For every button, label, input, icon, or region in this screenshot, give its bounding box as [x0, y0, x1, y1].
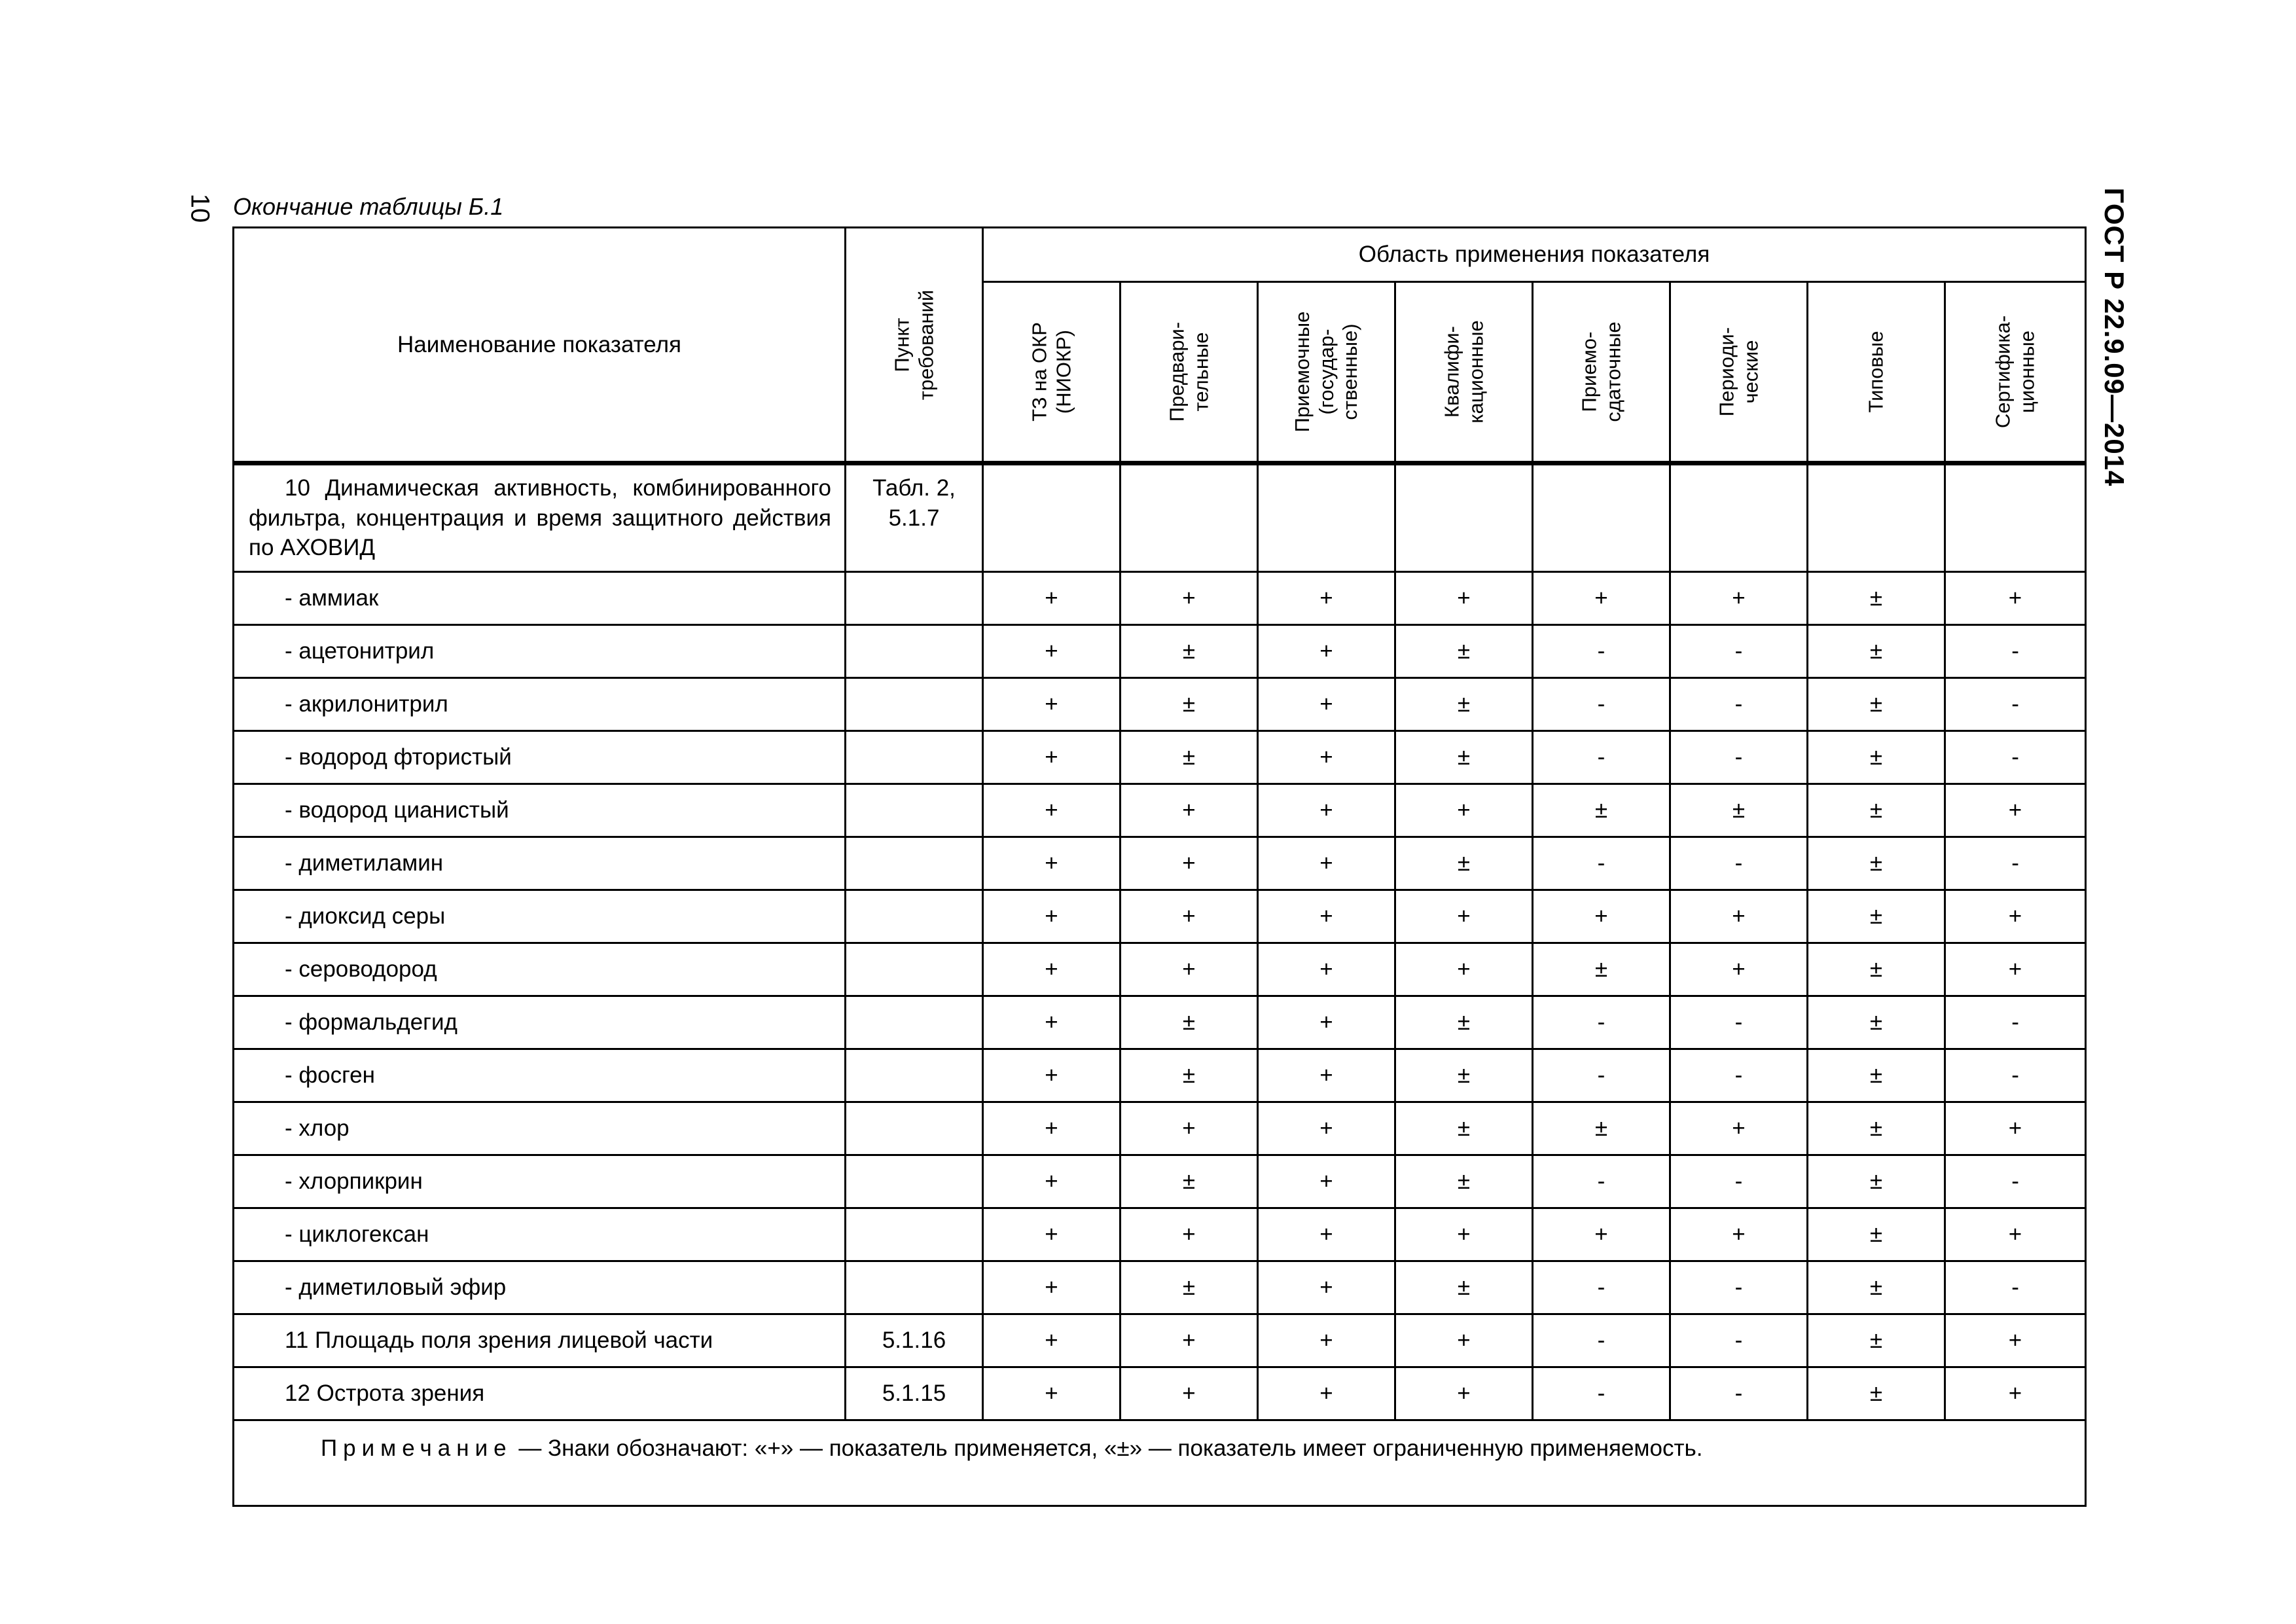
row-mark: +	[1670, 1102, 1808, 1155]
note-cell	[234, 1420, 2086, 1506]
row-name: - ацетонитрил	[234, 624, 846, 677]
empty-cell	[1395, 463, 1533, 572]
row-mark: +	[983, 784, 1121, 837]
header-ref-cell	[846, 228, 983, 463]
row-mark: +	[1121, 571, 1258, 624]
table-row	[234, 1155, 2086, 1208]
row-mark: +	[1121, 1314, 1258, 1367]
row-mark: -	[1670, 624, 1808, 677]
header-column-label: Предвари- тельные	[1164, 321, 1212, 422]
row-ref	[846, 677, 983, 731]
note-text: — Знаки обозначают: «+» — показатель применяется, «±» — показатель имеет ограниченную применяемость.	[512, 1435, 1703, 1461]
row-ref	[846, 837, 983, 890]
table-row	[234, 1261, 2086, 1314]
row-mark: ±	[1808, 1208, 1945, 1261]
row-mark: ±	[1121, 731, 1258, 784]
row-mark: ±	[1121, 1155, 1258, 1208]
row-mark: +	[1258, 1155, 1395, 1208]
section-name: Динамическая активность, комбинированного фильтра, концентрация и время защитного действия по АХОВИД	[249, 475, 831, 560]
row-mark: +	[983, 571, 1121, 624]
row-mark: +	[983, 1155, 1121, 1208]
row-name: - акрилонитрил	[234, 677, 846, 731]
row-mark: +	[1395, 571, 1533, 624]
row-name: - аммиак	[234, 571, 846, 624]
header-row-group	[234, 228, 2086, 282]
row-name: - фосген	[234, 1049, 846, 1102]
row-mark: +	[1258, 996, 1395, 1049]
row-mark: -	[1533, 624, 1670, 677]
row-mark: ±	[1808, 1155, 1945, 1208]
row-ref	[846, 571, 983, 624]
row-mark: +	[1945, 784, 2086, 837]
row-name: - хлорпикрин	[234, 1155, 846, 1208]
header-column-label: Квалифи- кационные	[1439, 320, 1487, 424]
header-column-label: Приемочные (государ- ственные)	[1290, 311, 1361, 433]
row-mark: ±	[1670, 784, 1808, 837]
row-mark: ±	[1808, 1314, 1945, 1367]
header-column-cell	[1533, 282, 1670, 463]
row-mark: +	[983, 890, 1121, 943]
row-ref	[846, 731, 983, 784]
row-mark: +	[1258, 837, 1395, 890]
row-mark: +	[1258, 571, 1395, 624]
table-row	[234, 731, 2086, 784]
row-mark: +	[983, 1261, 1121, 1314]
row-mark: -	[1945, 1261, 2086, 1314]
row-mark: +	[1258, 1367, 1395, 1420]
table-row	[234, 837, 2086, 890]
table-row	[234, 571, 2086, 624]
row-mark: +	[983, 943, 1121, 996]
row-mark: -	[1670, 1049, 1808, 1102]
row-mark: ±	[1533, 784, 1670, 837]
row-mark: +	[1395, 1367, 1533, 1420]
header-column-cell	[1808, 282, 1945, 463]
row-ref: 5.1.16	[846, 1314, 983, 1367]
header-group: Область применения показателя	[1358, 242, 1710, 267]
row-mark: +	[1945, 1314, 2086, 1367]
header-column-label: Сертифика- ционные	[1991, 315, 2039, 429]
row-mark: -	[1945, 996, 2086, 1049]
table-row	[234, 890, 2086, 943]
row-mark: -	[1670, 1367, 1808, 1420]
row-mark: -	[1533, 1314, 1670, 1367]
row-mark: ±	[1808, 1261, 1945, 1314]
note-label: Примечание	[321, 1435, 512, 1461]
row-name: - водород цианистый	[234, 784, 846, 837]
row-mark: +	[1945, 571, 2086, 624]
header-ref: Пункт требований	[889, 289, 937, 400]
row-mark: +	[1670, 890, 1808, 943]
row-mark: +	[1121, 784, 1258, 837]
row-mark: ±	[1395, 996, 1533, 1049]
row-mark: -	[1533, 731, 1670, 784]
table-row	[234, 624, 2086, 677]
row-mark: ±	[1395, 677, 1533, 731]
empty-cell	[1670, 463, 1808, 572]
row-mark: ±	[1121, 996, 1258, 1049]
row-mark: +	[1670, 943, 1808, 996]
row-mark: +	[983, 1367, 1121, 1420]
row-mark: +	[983, 1102, 1121, 1155]
row-mark: +	[1945, 1208, 2086, 1261]
row-mark: +	[1121, 943, 1258, 996]
table-caption: Окончание таблицы Б.1	[233, 193, 504, 220]
row-ref	[846, 1155, 983, 1208]
row-ref	[846, 1261, 983, 1314]
row-mark: ±	[1533, 943, 1670, 996]
row-mark: -	[1670, 996, 1808, 1049]
row-mark: -	[1533, 1367, 1670, 1420]
row-mark: ±	[1808, 624, 1945, 677]
row-mark: +	[1258, 1102, 1395, 1155]
header-column-label: ТЗ на ОКР (НИОКР)	[1027, 322, 1075, 422]
section-ref-cell	[846, 463, 983, 572]
row-ref	[846, 1049, 983, 1102]
table-row	[234, 1102, 2086, 1155]
row-mark: +	[1258, 1314, 1395, 1367]
row-mark: +	[983, 1314, 1121, 1367]
row-mark: -	[1945, 624, 2086, 677]
row-ref	[846, 943, 983, 996]
table-row	[234, 1314, 2086, 1367]
row-mark: +	[1670, 571, 1808, 624]
row-mark: -	[1945, 1049, 2086, 1102]
row-mark: +	[1670, 1208, 1808, 1261]
table-row	[234, 943, 2086, 996]
row-mark: +	[1258, 890, 1395, 943]
header-column-label: Периоди- ческие	[1714, 327, 1762, 417]
empty-cell	[983, 463, 1121, 572]
row-mark: +	[1945, 1102, 2086, 1155]
row-mark: -	[1945, 837, 2086, 890]
row-mark: ±	[1808, 1049, 1945, 1102]
row-name: - диметиловый эфир	[234, 1261, 846, 1314]
row-mark: -	[1670, 1261, 1808, 1314]
row-mark: ±	[1808, 890, 1945, 943]
row-mark: +	[1945, 890, 2086, 943]
row-mark: -	[1670, 731, 1808, 784]
row-mark: +	[1395, 890, 1533, 943]
row-mark: ±	[1395, 837, 1533, 890]
indicator-table	[232, 226, 2087, 1507]
row-mark: +	[1945, 943, 2086, 996]
row-mark: -	[1670, 1155, 1808, 1208]
row-mark: +	[1121, 837, 1258, 890]
row-mark: +	[1121, 890, 1258, 943]
row-ref	[846, 1102, 983, 1155]
row-mark: -	[1533, 1261, 1670, 1314]
header-column-cell	[1945, 282, 2086, 463]
row-name: - диметиламин	[234, 837, 846, 890]
row-mark: ±	[1121, 1049, 1258, 1102]
header-column-cell	[1395, 282, 1533, 463]
row-mark: ±	[1808, 784, 1945, 837]
row-mark: +	[983, 1049, 1121, 1102]
table-row	[234, 1367, 2086, 1420]
header-column-cell	[1258, 282, 1395, 463]
row-ref: 5.1.15	[846, 1367, 983, 1420]
header-name-cell	[234, 228, 846, 463]
row-mark: +	[1121, 1208, 1258, 1261]
header-column-label: Приемо- сдаточные	[1577, 321, 1624, 422]
row-mark: +	[1121, 1367, 1258, 1420]
row-mark: ±	[1808, 943, 1945, 996]
row-mark: ±	[1395, 1102, 1533, 1155]
row-ref	[846, 1208, 983, 1261]
row-mark: ±	[1808, 996, 1945, 1049]
row-mark: ±	[1395, 1049, 1533, 1102]
row-mark: -	[1533, 996, 1670, 1049]
row-ref	[846, 890, 983, 943]
row-mark: ±	[1533, 1102, 1670, 1155]
document-code: ГОСТ Р 22.9.09—2014	[2099, 187, 2130, 487]
row-mark: +	[1258, 943, 1395, 996]
row-mark: +	[1258, 624, 1395, 677]
row-name: - диоксид серы	[234, 890, 846, 943]
row-mark: -	[1533, 837, 1670, 890]
header-column-cell	[1121, 282, 1258, 463]
header-column-cell	[983, 282, 1121, 463]
row-mark: +	[983, 837, 1121, 890]
row-mark: -	[1945, 731, 2086, 784]
row-mark: +	[1258, 731, 1395, 784]
row-mark: ±	[1395, 1155, 1533, 1208]
page-number: 10	[185, 193, 215, 223]
section-number: 10	[285, 475, 310, 501]
section-name-cell	[234, 463, 846, 572]
row-mark: -	[1533, 1155, 1670, 1208]
row-mark: ±	[1808, 731, 1945, 784]
section-ref: Табл. 2, 5.1.7	[872, 475, 956, 531]
row-mark: -	[1670, 837, 1808, 890]
row-name: 11 Площадь поля зрения лицевой части	[234, 1314, 846, 1367]
row-mark: +	[1258, 677, 1395, 731]
row-mark: ±	[1121, 677, 1258, 731]
row-name: - хлор	[234, 1102, 846, 1155]
table-row	[234, 996, 2086, 1049]
header-name: Наименование показателя	[397, 331, 681, 357]
row-mark: +	[1395, 784, 1533, 837]
row-ref	[846, 784, 983, 837]
row-mark: +	[983, 996, 1121, 1049]
row-mark: -	[1533, 1049, 1670, 1102]
row-mark: +	[983, 677, 1121, 731]
row-mark: -	[1533, 677, 1670, 731]
row-mark: +	[983, 1208, 1121, 1261]
row-mark: ±	[1121, 624, 1258, 677]
empty-cell	[1533, 463, 1670, 572]
row-name: - сероводород	[234, 943, 846, 996]
row-mark: ±	[1808, 1102, 1945, 1155]
row-ref	[846, 996, 983, 1049]
empty-cell	[1258, 463, 1395, 572]
empty-cell	[1121, 463, 1258, 572]
header-column-label: Типовые	[1864, 331, 1888, 413]
row-name: 12 Острота зрения	[234, 1367, 846, 1420]
row-mark: +	[1395, 1208, 1533, 1261]
empty-cell	[1808, 463, 1945, 572]
table-row	[234, 784, 2086, 837]
row-mark: +	[1533, 1208, 1670, 1261]
row-mark: ±	[1395, 624, 1533, 677]
header-column-cell	[1670, 282, 1808, 463]
note-row	[234, 1420, 2086, 1506]
row-mark: +	[983, 731, 1121, 784]
header-group-cell	[983, 228, 2086, 282]
row-mark: -	[1945, 1155, 2086, 1208]
row-mark: +	[1945, 1367, 2086, 1420]
row-mark: +	[1533, 890, 1670, 943]
row-mark: -	[1670, 677, 1808, 731]
row-mark: -	[1670, 1314, 1808, 1367]
row-mark: ±	[1808, 1367, 1945, 1420]
row-name: - формальдегид	[234, 996, 846, 1049]
row-mark: ±	[1395, 1261, 1533, 1314]
row-mark: +	[983, 624, 1121, 677]
row-mark: +	[1258, 784, 1395, 837]
row-mark: +	[1533, 571, 1670, 624]
empty-cell	[1945, 463, 2086, 572]
table-row	[234, 1208, 2086, 1261]
row-mark: +	[1258, 1261, 1395, 1314]
table-row	[234, 677, 2086, 731]
row-mark: +	[1395, 1314, 1533, 1367]
row-mark: +	[1395, 943, 1533, 996]
row-mark: -	[1945, 677, 2086, 731]
table-row	[234, 1049, 2086, 1102]
row-mark: ±	[1808, 837, 1945, 890]
row-mark: +	[1258, 1049, 1395, 1102]
row-mark: ±	[1395, 731, 1533, 784]
row-ref	[846, 624, 983, 677]
row-mark: +	[1258, 1208, 1395, 1261]
row-mark: +	[1121, 1102, 1258, 1155]
section-row	[234, 463, 2086, 572]
row-mark: ±	[1808, 677, 1945, 731]
row-name: - циклогексан	[234, 1208, 846, 1261]
row-mark: ±	[1808, 571, 1945, 624]
row-name: - водород фтористый	[234, 731, 846, 784]
row-mark: ±	[1121, 1261, 1258, 1314]
